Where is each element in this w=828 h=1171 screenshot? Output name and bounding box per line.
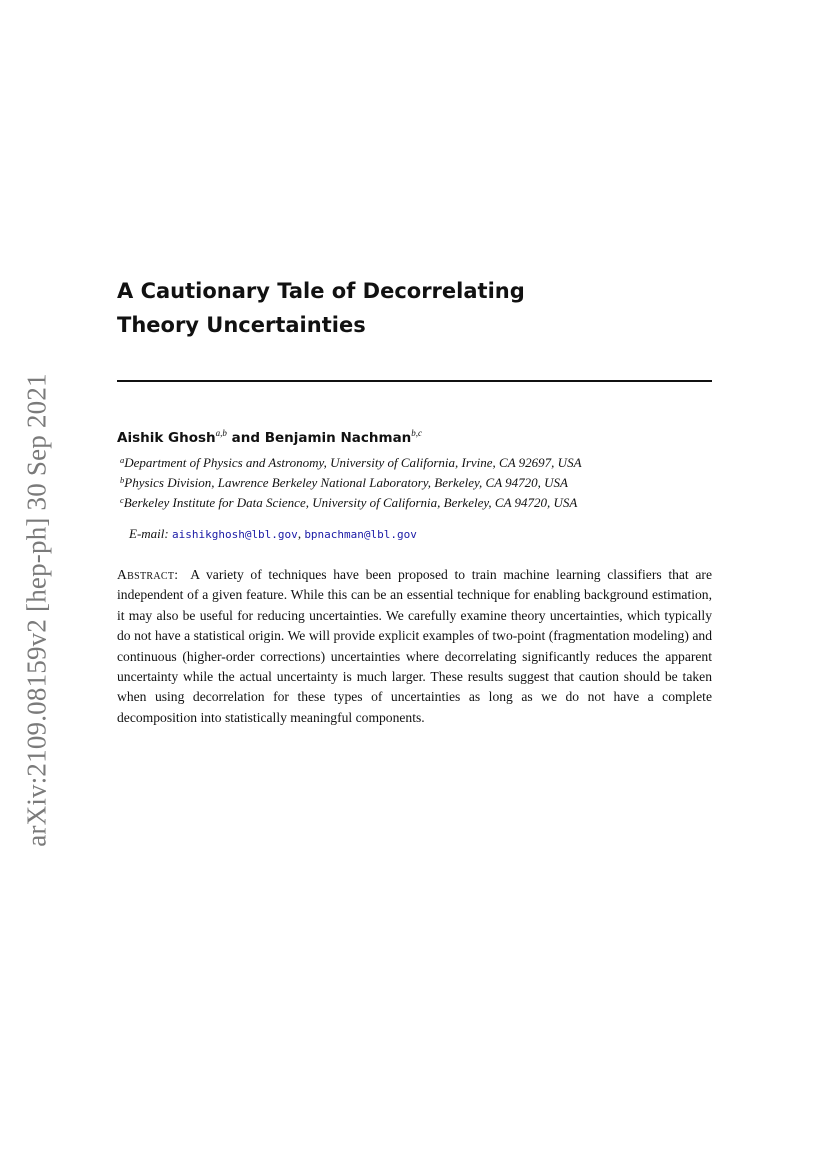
affiliation [120,475,720,491]
email-link[interactable]: bpnachman@lbl.gov [304,528,417,541]
affiliation-marker: a [120,455,125,465]
email-link[interactable]: aishikghosh@lbl.gov [171,528,298,541]
affiliation-text: Department of Physics and Astronomy, University of California, Irvine, CA 92697, USA [124,455,582,470]
author-list [117,428,422,446]
author-joiner: and [231,430,260,446]
title-rule [117,380,712,382]
affiliation-text: Berkeley Institute for Data Science, University of California, Berkeley, CA 94720, USA [123,495,578,510]
affiliation [120,455,720,471]
author-name: Benjamin Nachman [264,430,412,446]
abstract-body: A variety of techniques have been proposed to train machine learning classifiers that are independent of a given feature. While this can be an essential technique for enabling background estimation, it may also be useful for reducing uncertainties. We carefully examine theory uncertainties, which typically do not have a statistical origin. We will provide explicit examples of two-point (fragmentation modeling) and continuous (higher-order corrections) uncertainties where decorrelating significantly reduces the apparent uncertainty while the actual uncertainty is much larger. These results suggest that caution should be taken when using decorrelation for these types of uncertainties as long as we do not have a complete decomposition into statistically meaningful components. [117,567,712,725]
arxiv-identifier-text: arXiv:2109.08159v2 [hep-ph] 30 Sep 2021 [21,373,52,847]
arxiv-identifier-stamp [12,360,62,860]
abstract [117,565,712,728]
author-name: Aishik Ghosh [117,430,216,446]
paper-title [117,274,717,342]
affiliation [120,495,720,511]
paper-title-line-2: Theory Uncertainties [117,313,366,337]
email-line [129,526,417,542]
author-affiliation-marker: a,b [215,428,227,438]
abstract-heading: Abstract: [117,567,179,582]
author-affiliation-marker: b,c [411,428,423,438]
affiliation-marker: c [120,495,124,505]
affiliation-marker: b [120,475,125,485]
email-label: E-mail: [129,526,169,541]
paper-title-line-1: A Cautionary Tale of Decorrelating [117,279,525,303]
email-separator: , [297,526,302,541]
affiliation-text: Physics Division, Lawrence Berkeley National Laboratory, Berkeley, CA 94720, USA [124,475,568,490]
